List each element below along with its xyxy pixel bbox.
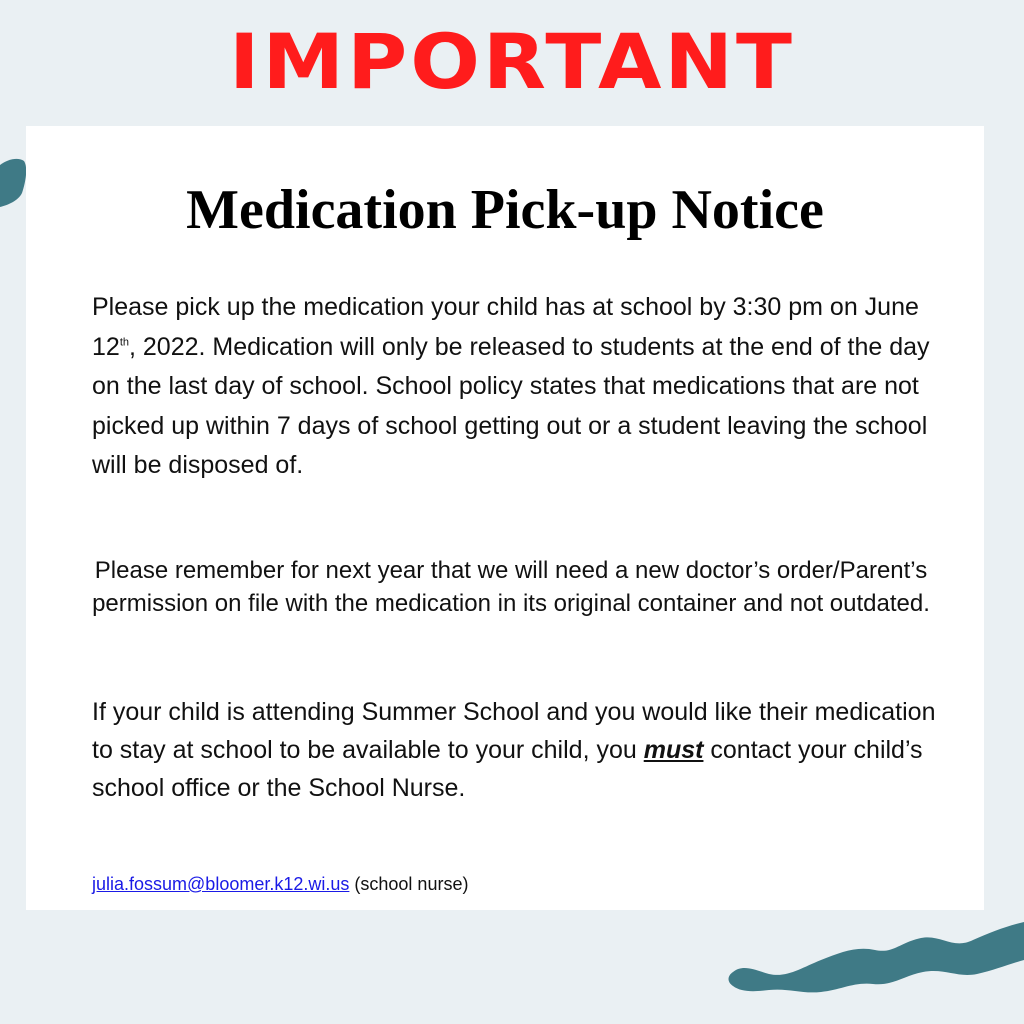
summer-school-text-end: contact your child’s school office or the School Nurse. bbox=[92, 736, 923, 802]
notice-document bbox=[26, 126, 984, 910]
pickup-paragraph bbox=[92, 288, 942, 486]
next-year-paragraph: Please remember for next year that we will need a new doctor’s order/Parent’s permission on file with the medication in its original container and not outdated. bbox=[92, 557, 930, 617]
bottom-right-wave-decoration bbox=[725, 920, 1024, 1010]
important-banner: IMPORTANT bbox=[229, 18, 795, 107]
summer-school-paragraph bbox=[92, 693, 952, 807]
summer-school-text: If your child is attending Summer School and you would like their medication to stay at school to be available to your child, you bbox=[92, 698, 936, 764]
pickup-text-start: Please pick up the medication your child has at school by 3:30 pm on June 12 bbox=[92, 293, 919, 361]
left-wave-decoration bbox=[0, 155, 28, 210]
must-emphasis: must bbox=[643, 736, 704, 764]
contact-note: (school nurse) bbox=[354, 874, 469, 894]
date-ordinal-suffix: th bbox=[119, 336, 129, 349]
pickup-text-end: , 2022. Medication will only be released to students at the end of the day on the last day of school. School policy states that medications that are not picked up within 7 days of school getting out or a student leaving the school will be disposed of. bbox=[92, 332, 930, 479]
contact-line bbox=[92, 874, 468, 895]
notice-title: Medication Pick-up Notice bbox=[186, 179, 824, 241]
nurse-email-link[interactable]: julia.fossum@bloomer.k12.wi.us bbox=[92, 874, 350, 894]
